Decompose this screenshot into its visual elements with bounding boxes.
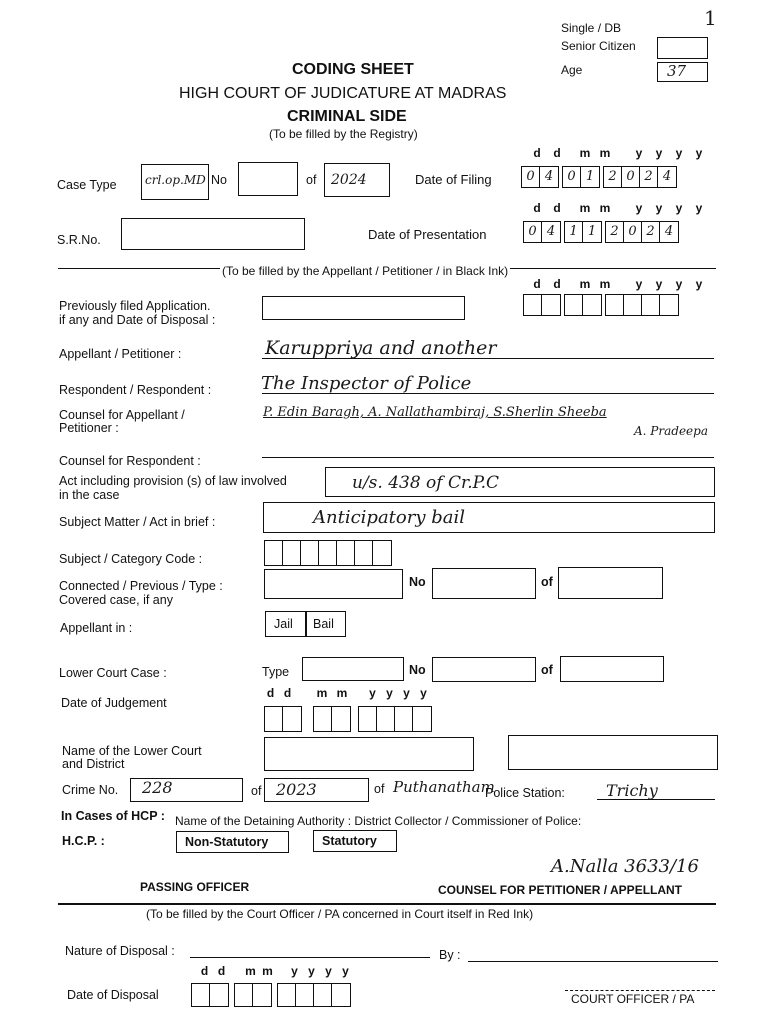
- counsel-app-label-2: Petitioner :: [59, 421, 119, 435]
- lower-court-name-box[interactable]: [264, 737, 474, 771]
- connected-label-2: Covered case, if any: [59, 593, 173, 607]
- judgement-cells[interactable]: [264, 706, 432, 732]
- case-of-label: of: [306, 173, 317, 187]
- srno-label: S.R.No.: [57, 233, 101, 247]
- hcp-in-cases-label: In Cases of HCP :: [61, 809, 165, 823]
- date-header-judgement: d d m m y y y y: [266, 686, 427, 700]
- district-line: [597, 799, 715, 800]
- crime-year-value: 2023: [276, 780, 317, 799]
- lower-year-box[interactable]: [560, 656, 664, 682]
- lower-no-label: No: [409, 663, 426, 677]
- category-cells[interactable]: [264, 540, 392, 566]
- case-no-label: No: [211, 173, 227, 187]
- bail-label: Bail: [313, 617, 334, 631]
- subject-value: Anticipatory bail: [313, 507, 466, 528]
- respondent-value: The Inspector of Police: [261, 373, 472, 394]
- lower-type-box[interactable]: [302, 657, 404, 681]
- lower-court-label: Lower Court Case :: [59, 666, 167, 680]
- connected-no-box[interactable]: [432, 568, 536, 599]
- prev-app-label-2: if any and Date of Disposal :: [59, 313, 216, 327]
- date-disposal-label: Date of Disposal: [67, 988, 159, 1002]
- title-criminal-side: CRIMINAL SIDE: [287, 108, 407, 125]
- case-type-value: crl.op.MD: [145, 173, 206, 187]
- lower-of-label: of: [541, 663, 553, 677]
- disposal-date-cells[interactable]: [191, 983, 351, 1007]
- judgement-label: Date of Judgement: [61, 696, 167, 710]
- station-of-label: of: [374, 782, 385, 796]
- connected-type-box[interactable]: [264, 569, 403, 599]
- appellant-in-label: Appellant in :: [60, 621, 133, 635]
- case-year-value: 2024: [331, 172, 367, 188]
- passing-officer-label: PASSING OFFICER: [140, 880, 250, 894]
- statutory-label: Statutory: [322, 834, 377, 848]
- hcp-detaining-label: Name of the Detaining Authority : District Collector / Commissioner of Police:: [175, 814, 582, 828]
- respondent-line: [262, 393, 714, 394]
- lower-court-name-label-2: and District: [62, 757, 125, 771]
- date-header-prev: d d m m y y y y: [533, 277, 703, 291]
- check-mark: 1: [704, 6, 717, 30]
- prev-app-label: Previously filed Application.: [59, 299, 211, 313]
- by-line: [468, 961, 718, 962]
- category-label: Subject / Category Code :: [59, 552, 203, 566]
- date-header-presentation: d d m m y y y y: [533, 201, 703, 215]
- appellant-value: Karuppriya and another: [265, 337, 497, 359]
- counsel-app-value-2: A. Pradeepa: [634, 424, 708, 438]
- srno-box[interactable]: [121, 218, 305, 250]
- crime-of-label: of: [251, 784, 262, 798]
- age-value: 37: [667, 62, 687, 80]
- crime-no-value: 228: [142, 778, 173, 797]
- nature-label: Nature of Disposal :: [65, 944, 175, 958]
- senior-citizen-box[interactable]: [657, 37, 708, 59]
- registry-subtitle: (To be filled by the Registry): [269, 127, 418, 141]
- case-type-label: Case Type: [57, 178, 117, 192]
- date-presentation-label: Date of Presentation: [368, 227, 487, 242]
- appellant-line: [262, 358, 714, 359]
- act-label: Act including provision (s) of law involved: [59, 474, 287, 488]
- lower-court-name-label: Name of the Lower Court: [62, 744, 202, 758]
- station-value: Puthanatham: [393, 778, 495, 796]
- jail-label: Jail: [274, 617, 293, 631]
- by-label: By :: [439, 948, 461, 962]
- prev-app-box[interactable]: [262, 296, 465, 320]
- counsel-resp-line: [262, 457, 714, 458]
- counsel-app-label: Counsel for Appellant /: [59, 408, 185, 422]
- lower-no-box[interactable]: [432, 657, 536, 682]
- title-coding-sheet: CODING SHEET: [292, 61, 414, 78]
- case-no-box[interactable]: [238, 162, 298, 196]
- hcp-label: H.C.P. :: [62, 834, 105, 848]
- date-filing-label: Date of Filing: [415, 172, 492, 187]
- date-presentation-cells[interactable]: 0 4 1 1 2 0 2 4: [523, 221, 679, 243]
- non-statutory-label: Non-Statutory: [185, 835, 269, 849]
- appellant-label: Appellant / Petitioner :: [59, 347, 182, 361]
- act-value: u/s. 438 of Cr.P.C: [352, 473, 500, 493]
- act-label-2: in the case: [59, 488, 120, 502]
- date-header-disposal: d d m m y y y y: [200, 964, 349, 978]
- court-officer-label: COURT OFFICER / PA: [571, 992, 695, 1006]
- age-label: Age: [561, 63, 583, 77]
- title-high-court: HIGH COURT OF JUDICATURE AT MADRAS: [179, 85, 507, 102]
- connected-label: Connected / Previous / Type :: [59, 579, 223, 593]
- connected-of-label: of: [541, 575, 553, 589]
- counsel-resp-label: Counsel for Respondent :: [59, 454, 201, 468]
- respondent-label: Respondent / Respondent :: [59, 383, 212, 397]
- prev-app-date-cells[interactable]: [523, 294, 679, 316]
- court-officer-line: [565, 990, 715, 991]
- type-label: Type: [262, 665, 290, 679]
- lower-court-district-box[interactable]: [508, 735, 718, 770]
- counsel-signature: A.Nalla 3633/16: [551, 856, 699, 877]
- subject-label: Subject Matter / Act in brief :: [59, 515, 216, 529]
- single-db-label: Single / DB: [561, 21, 622, 35]
- connected-year-box[interactable]: [558, 567, 663, 599]
- court-note: (To be filled by the Court Officer / PA concerned in Court itself in Red Ink): [146, 907, 534, 921]
- connected-no-label: No: [409, 575, 426, 589]
- counsel-sign-label: COUNSEL FOR PETITIONER / APPELLANT: [438, 883, 683, 897]
- senior-citizen-label: Senior Citizen: [561, 39, 636, 53]
- crime-label: Crime No.: [62, 783, 119, 797]
- date-header-filing: d d m m y y y y: [533, 146, 703, 160]
- counsel-app-value: P. Edin Baragh, A. Nallathambiraj, S.Sherlin Sheeba: [263, 405, 607, 420]
- police-station-label: Police Station:: [485, 786, 565, 800]
- divider-court: [58, 903, 716, 905]
- nature-line: [190, 957, 430, 958]
- appellant-note: (To be filled by the Appellant / Petitioner / in Black Ink): [222, 264, 509, 278]
- district-value: Trichy: [606, 781, 658, 800]
- date-filing-cells[interactable]: 0 4 0 1 2 0 2 4: [521, 166, 677, 188]
